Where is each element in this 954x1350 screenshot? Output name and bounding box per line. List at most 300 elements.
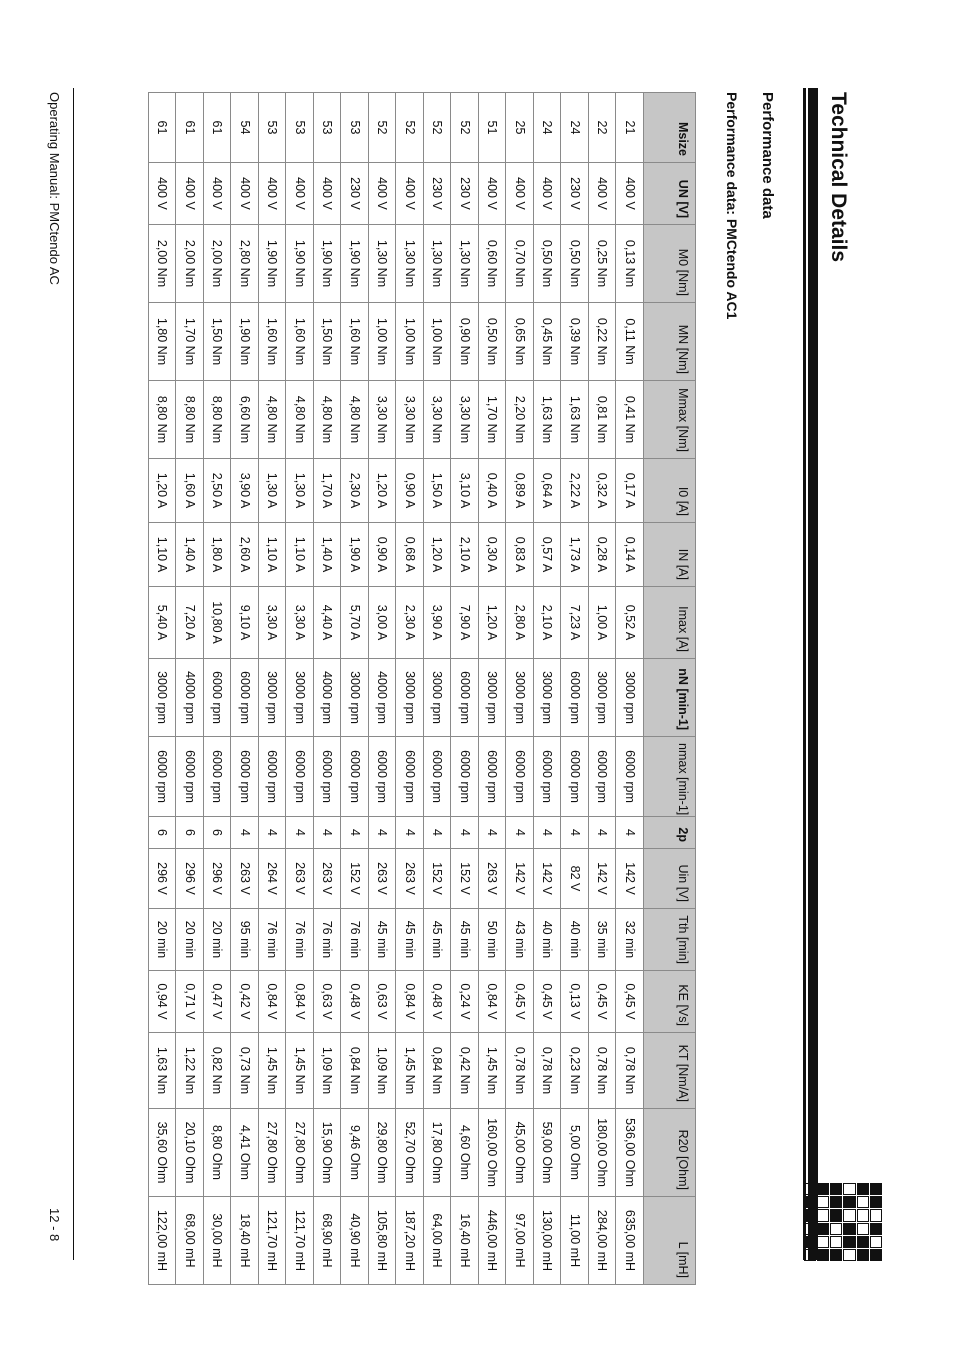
table-cell: 1,45 Nm (259, 1033, 287, 1109)
table-cell: 3000 rpm (534, 659, 562, 737)
table-cell: 45 min (451, 909, 479, 971)
table-cell: 1,40 A (314, 523, 342, 587)
logo-cell (844, 1183, 856, 1195)
table-cell: 400 V (149, 163, 177, 225)
table-cell: 230 V (561, 163, 589, 225)
table-cell: 0,22 Nm (589, 303, 617, 381)
col-header-m0: M0 [Nm] (644, 225, 696, 303)
table-cell: 1,50 Nm (204, 303, 232, 381)
table-cell: 0,71 V (176, 971, 204, 1033)
table-cell: 1,70 A (314, 459, 342, 523)
table-cell: 0,84 V (259, 971, 287, 1033)
table-cell: 400 V (479, 163, 507, 225)
table-cell: 3,90 A (231, 459, 259, 523)
table-cell: 1,30 Nm (424, 225, 452, 303)
table-cell: 68,90 mH (314, 1197, 342, 1285)
table-cell: 6000 rpm (231, 737, 259, 817)
logo-cell (817, 1249, 829, 1261)
table-cell: 121,70 mH (259, 1197, 287, 1285)
table-cell: 2,00 Nm (204, 225, 232, 303)
table-cell: 35 min (589, 909, 617, 971)
table-cell: 0,73 Nm (231, 1033, 259, 1109)
table-cell: 3000 rpm (396, 659, 424, 737)
table-cell: 0,14 A (616, 523, 644, 587)
table-cell: 40 min (534, 909, 562, 971)
table-cell: 180,00 Ohm (589, 1109, 617, 1197)
table-cell: 2,60 A (231, 523, 259, 587)
col-header-kt: KT [Nm/A] (644, 1033, 696, 1109)
col-header-nn: nN [min-1] (644, 659, 696, 737)
table-cell: 1,20 A (149, 459, 177, 523)
table-cell: 27,80 Ohm (259, 1109, 287, 1197)
table-cell: 1,63 Nm (534, 381, 562, 459)
table-cell: 3,30 Nm (424, 381, 452, 459)
table-cell: 400 V (231, 163, 259, 225)
table-cell: 4 (396, 817, 424, 849)
table-cell: 2,00 Nm (176, 225, 204, 303)
table-row (589, 93, 617, 1285)
logo-cell (817, 1196, 829, 1208)
table-cell: 6000 rpm (231, 659, 259, 737)
table-cell: 0,89 A (506, 459, 534, 523)
logo-cell (857, 1236, 869, 1248)
table-cell: 2,10 A (451, 523, 479, 587)
table-cell: 1,10 A (149, 523, 177, 587)
logo-cell (817, 1183, 829, 1195)
logo-cell (804, 1196, 816, 1208)
table-cell: 4 (314, 817, 342, 849)
table-cell: 142 V (589, 849, 617, 909)
table-cell: 0,60 Nm (479, 225, 507, 303)
table-cell: 6 (176, 817, 204, 849)
table-cell: 1,10 A (286, 523, 314, 587)
col-header-imax: Imax [A] (644, 587, 696, 659)
table-cell: 52 (396, 93, 424, 163)
table-cell: 0,84 Nm (424, 1033, 452, 1109)
table-cell: 6000 rpm (506, 737, 534, 817)
table-cell: 24 (561, 93, 589, 163)
logo-cell (870, 1209, 882, 1221)
table-row (314, 93, 342, 1285)
table-cell: 263 V (369, 849, 397, 909)
table-cell: 0,28 A (589, 523, 617, 587)
table-cell: 6000 rpm (479, 737, 507, 817)
table-cell: 6000 rpm (314, 737, 342, 817)
table-cell: 95 min (231, 909, 259, 971)
logo-cell (870, 1249, 882, 1261)
table-cell: 0,42 Nm (451, 1033, 479, 1109)
table-row (451, 93, 479, 1285)
table-cell: 1,00 Nm (424, 303, 452, 381)
logo-cell (830, 1249, 842, 1261)
col-header-2p: 2p (644, 817, 696, 849)
logo-cell (830, 1209, 842, 1221)
table-cell: 142 V (616, 849, 644, 909)
table-cell: 1,60 Nm (286, 303, 314, 381)
table-cell: 3000 rpm (616, 659, 644, 737)
table-row (396, 93, 424, 1285)
table-cell: 6000 rpm (204, 659, 232, 737)
table-cell: 54 (231, 93, 259, 163)
table-row (231, 93, 259, 1285)
table-cell: 4 (479, 817, 507, 849)
table-cell: 6000 rpm (561, 737, 589, 817)
table-row (176, 93, 204, 1285)
col-header-i0: I0 [A] (644, 459, 696, 523)
logo-cell (804, 1209, 816, 1221)
table-cell: 4 (616, 817, 644, 849)
table-cell: 27,80 Ohm (286, 1109, 314, 1197)
table-cell: 0,78 Nm (589, 1033, 617, 1109)
table-cell: 0,50 Nm (479, 303, 507, 381)
table-cell: 0,52 A (616, 587, 644, 659)
table-caption: Performance data: PMCtendo AC1 (724, 92, 740, 320)
table-cell: 0,70 Nm (506, 225, 534, 303)
table-cell: 0,30 A (479, 523, 507, 587)
table-cell: 53 (341, 93, 369, 163)
table-cell: 20 min (176, 909, 204, 971)
col-header-msize: Msize (644, 93, 696, 163)
table-cell: 2,50 A (204, 459, 232, 523)
table-cell: 0,82 Nm (204, 1033, 232, 1109)
table-cell: 3,30 Nm (396, 381, 424, 459)
table-cell: 0,63 V (369, 971, 397, 1033)
table-cell: 52 (369, 93, 397, 163)
table-cell: 122,00 mH (149, 1197, 177, 1285)
logo-cell (817, 1223, 829, 1235)
table-row (369, 93, 397, 1285)
table-cell: 0,63 V (314, 971, 342, 1033)
table-cell: 1,90 Nm (259, 225, 287, 303)
logo-cell (870, 1236, 882, 1248)
table-cell: 1,63 Nm (149, 1033, 177, 1109)
table-cell: 400 V (534, 163, 562, 225)
table-cell: 4,40 A (314, 587, 342, 659)
table-cell: 230 V (341, 163, 369, 225)
logo-cell (830, 1223, 842, 1235)
table-cell: 6000 rpm (369, 737, 397, 817)
table-cell: 0,50 Nm (534, 225, 562, 303)
table-cell: 32 min (616, 909, 644, 971)
table-cell: 20,10 Ohm (176, 1109, 204, 1197)
logo-cell (844, 1236, 856, 1248)
table-cell: 1,90 Nm (314, 225, 342, 303)
table-cell: 6000 rpm (396, 737, 424, 817)
table-cell: 15,90 Ohm (314, 1109, 342, 1197)
logo-cell (857, 1249, 869, 1261)
table-cell: 53 (286, 93, 314, 163)
table-cell: 1,00 Nm (396, 303, 424, 381)
logo-cell (844, 1249, 856, 1261)
table-cell: 3,30 Nm (451, 381, 479, 459)
table-cell: 635,00 mH (616, 1197, 644, 1285)
table-cell: 10,80 A (204, 587, 232, 659)
table-cell: 400 V (176, 163, 204, 225)
footer-rule (73, 88, 74, 1260)
table-cell: 11,00 mH (561, 1197, 589, 1285)
table-cell: 284,00 mH (589, 1197, 617, 1285)
table-cell: 53 (259, 93, 287, 163)
table-cell: 0,23 Nm (561, 1033, 589, 1109)
footer-manual-title: Operating Manual: PMCtendo AC (47, 92, 62, 285)
table-cell: 1,90 A (341, 523, 369, 587)
table-cell: 3000 rpm (259, 659, 287, 737)
table-cell: 0,32 A (589, 459, 617, 523)
logo-cell (870, 1196, 882, 1208)
table-cell: 6000 rpm (204, 737, 232, 817)
table-cell: 8,80 Nm (204, 381, 232, 459)
table-cell: 4,60 Ohm (451, 1109, 479, 1197)
table-cell: 6000 rpm (424, 737, 452, 817)
table-cell: 0,78 Nm (506, 1033, 534, 1109)
col-header-ke: KE [Vs] (644, 971, 696, 1033)
section-heading: Performance data (759, 92, 776, 219)
table-cell: 45 min (424, 909, 452, 971)
table-cell: 1,90 Nm (341, 225, 369, 303)
table-cell: 152 V (424, 849, 452, 909)
table-cell: 4 (424, 817, 452, 849)
logo-cell (857, 1183, 869, 1195)
table-cell: 0,57 A (534, 523, 562, 587)
table-cell: 1,63 Nm (561, 381, 589, 459)
table-cell: 4000 rpm (176, 659, 204, 737)
table-cell: 6000 rpm (561, 659, 589, 737)
table-row (506, 93, 534, 1285)
table-cell: 2,80 A (506, 587, 534, 659)
table-cell: 400 V (286, 163, 314, 225)
table-cell: 20 min (204, 909, 232, 971)
table-row (204, 93, 232, 1285)
table-cell: 9,10 A (231, 587, 259, 659)
col-header-tth: Tth [min] (644, 909, 696, 971)
table-cell: 2,30 A (341, 459, 369, 523)
table-cell: 6000 rpm (149, 737, 177, 817)
table-cell: 1,30 Nm (451, 225, 479, 303)
page-title: Technical Details (827, 92, 850, 263)
table-cell: 2,80 Nm (231, 225, 259, 303)
table-cell: 1,30 A (259, 459, 287, 523)
table-cell: 2,30 A (396, 587, 424, 659)
col-header-un: UN [V] (644, 163, 696, 225)
table-cell: 0,48 V (424, 971, 452, 1033)
table-cell: 0,84 V (286, 971, 314, 1033)
title-bar (808, 88, 818, 1260)
table-cell: 6000 rpm (451, 737, 479, 817)
table-cell: 3000 rpm (286, 659, 314, 737)
table-cell: 1,60 A (176, 459, 204, 523)
table-cell: 0,78 Nm (616, 1033, 644, 1109)
table-cell: 4 (259, 817, 287, 849)
table-cell: 142 V (534, 849, 562, 909)
table-cell: 64,00 mH (424, 1197, 452, 1285)
table-cell: 0,45 Nm (534, 303, 562, 381)
table-cell: 4000 rpm (314, 659, 342, 737)
table-cell: 53 (314, 93, 342, 163)
table-cell: 1,10 A (259, 523, 287, 587)
table-cell: 1,30 Nm (396, 225, 424, 303)
table-cell: 2,20 Nm (506, 381, 534, 459)
table-cell: 3,30 Nm (369, 381, 397, 459)
table-cell: 1,45 Nm (396, 1033, 424, 1109)
table-cell: 4,41 Ohm (231, 1109, 259, 1197)
table-cell: 4,80 Nm (259, 381, 287, 459)
table-cell: 3000 rpm (424, 659, 452, 737)
table-cell: 263 V (286, 849, 314, 909)
table-cell: 1,09 Nm (314, 1033, 342, 1109)
table-cell: 6 (204, 817, 232, 849)
table-cell: 76 min (286, 909, 314, 971)
col-header-in: IN [A] (644, 523, 696, 587)
table-cell: 160,00 Ohm (479, 1109, 507, 1197)
col-header-mn: MN [Nm] (644, 303, 696, 381)
logo-cell (844, 1223, 856, 1235)
table-cell: 0,90 A (396, 459, 424, 523)
table-cell: 3000 rpm (589, 659, 617, 737)
table-cell: 4 (561, 817, 589, 849)
table-cell: 52 (424, 93, 452, 163)
table-cell: 0,68 A (396, 523, 424, 587)
table-cell: 6000 rpm (286, 737, 314, 817)
table-cell: 152 V (451, 849, 479, 909)
table-cell: 263 V (479, 849, 507, 909)
table-cell: 1,30 Nm (369, 225, 397, 303)
table-cell: 7,23 A (561, 587, 589, 659)
logo-cell (804, 1183, 816, 1195)
table-cell: 7,20 A (176, 587, 204, 659)
table-row (341, 93, 369, 1285)
table-cell: 6000 rpm (534, 737, 562, 817)
table-cell: 97,00 mH (506, 1197, 534, 1285)
table-cell: 61 (149, 93, 177, 163)
table-cell: 0,90 Nm (451, 303, 479, 381)
table-cell: 8,80 Ohm (204, 1109, 232, 1197)
table-row (479, 93, 507, 1285)
table-cell: 1,80 Nm (149, 303, 177, 381)
table-cell: 3,30 A (286, 587, 314, 659)
table-cell: 1,70 Nm (479, 381, 507, 459)
table-cell: 263 V (314, 849, 342, 909)
table-cell: 4 (286, 817, 314, 849)
table-cell: 61 (204, 93, 232, 163)
table-cell: 0,81 Nm (589, 381, 617, 459)
table-cell: 1,60 Nm (259, 303, 287, 381)
table-cell: 1,20 A (424, 523, 452, 587)
table-cell: 1,30 A (286, 459, 314, 523)
table-cell: 230 V (451, 163, 479, 225)
table-cell: 264 V (259, 849, 287, 909)
logo-cell (844, 1209, 856, 1221)
table-row (616, 93, 644, 1285)
logo-cell (870, 1183, 882, 1195)
table-cell: 1,45 Nm (479, 1033, 507, 1109)
table-cell: 45,00 Ohm (506, 1109, 534, 1197)
table-cell: 82 V (561, 849, 589, 909)
table-cell: 6000 rpm (451, 659, 479, 737)
table-cell: 4 (369, 817, 397, 849)
table-cell: 400 V (616, 163, 644, 225)
title-bar-thin (803, 88, 806, 1260)
table-cell: 1,90 Nm (231, 303, 259, 381)
table-row (424, 93, 452, 1285)
table-cell: 76 min (259, 909, 287, 971)
table-cell: 18,40 mH (231, 1197, 259, 1285)
table-cell: 400 V (314, 163, 342, 225)
logo-cell (830, 1236, 842, 1248)
table-cell: 4,80 Nm (286, 381, 314, 459)
table-cell: 1,22 Nm (176, 1033, 204, 1109)
table-cell: 51 (479, 93, 507, 163)
table-cell: 30,00 mH (204, 1197, 232, 1285)
table-cell: 0,47 V (204, 971, 232, 1033)
table-row (149, 93, 177, 1285)
performance-table (148, 92, 696, 1285)
table-cell: 152 V (341, 849, 369, 909)
table-cell: 0,25 Nm (589, 225, 617, 303)
col-header-l: L [mH] (644, 1197, 696, 1285)
table-cell: 3000 rpm (479, 659, 507, 737)
table-row (286, 93, 314, 1285)
table-cell: 0,41 Nm (616, 381, 644, 459)
table-cell: 4 (231, 817, 259, 849)
table-cell: 296 V (176, 849, 204, 909)
logo-cell (817, 1236, 829, 1248)
table-cell: 263 V (231, 849, 259, 909)
table-cell: 1,73 A (561, 523, 589, 587)
table-cell: 0,84 V (396, 971, 424, 1033)
table-cell: 1,60 Nm (341, 303, 369, 381)
table-cell: 0,17 A (616, 459, 644, 523)
table-cell: 0,13 V (561, 971, 589, 1033)
table-cell: 130,00 mH (534, 1197, 562, 1285)
table-cell: 76 min (314, 909, 342, 971)
logo-cell (844, 1196, 856, 1208)
logo-cell (857, 1209, 869, 1221)
table-cell: 35,60 Ohm (149, 1109, 177, 1197)
table-cell: 0,24 V (451, 971, 479, 1033)
logo-cell (804, 1249, 816, 1261)
col-header-uin: Uin [V] (644, 849, 696, 909)
table-cell: 0,64 A (534, 459, 562, 523)
logo-cell (870, 1223, 882, 1235)
table-cell: 2,22 A (561, 459, 589, 523)
table-cell: 17,80 Ohm (424, 1109, 452, 1197)
table-cell: 4 (506, 817, 534, 849)
logo-cell (857, 1196, 869, 1208)
table-cell: 1,70 Nm (176, 303, 204, 381)
table-cell: 0,94 V (149, 971, 177, 1033)
table-cell: 4 (341, 817, 369, 849)
table-cell: 4000 rpm (369, 659, 397, 737)
logo-cell (830, 1183, 842, 1195)
table-cell: 1,09 Nm (369, 1033, 397, 1109)
table-cell: 25 (506, 93, 534, 163)
table-cell: 5,00 Ohm (561, 1109, 589, 1197)
table-cell: 52,70 Ohm (396, 1109, 424, 1197)
table-cell: 187,20 mH (396, 1197, 424, 1285)
table-cell: 400 V (369, 163, 397, 225)
table-cell: 3,10 A (451, 459, 479, 523)
table-cell: 105,80 mH (369, 1197, 397, 1285)
logo-cell (830, 1196, 842, 1208)
table-cell: 400 V (506, 163, 534, 225)
table-cell: 40,90 mH (341, 1197, 369, 1285)
table-cell: 0,90 A (369, 523, 397, 587)
table-cell: 6000 rpm (341, 737, 369, 817)
table-cell: 1,00 Nm (369, 303, 397, 381)
footer-page-number: 12 - 8 (47, 1208, 62, 1242)
table-cell: 0,84 Nm (341, 1033, 369, 1109)
table-cell: 296 V (149, 849, 177, 909)
